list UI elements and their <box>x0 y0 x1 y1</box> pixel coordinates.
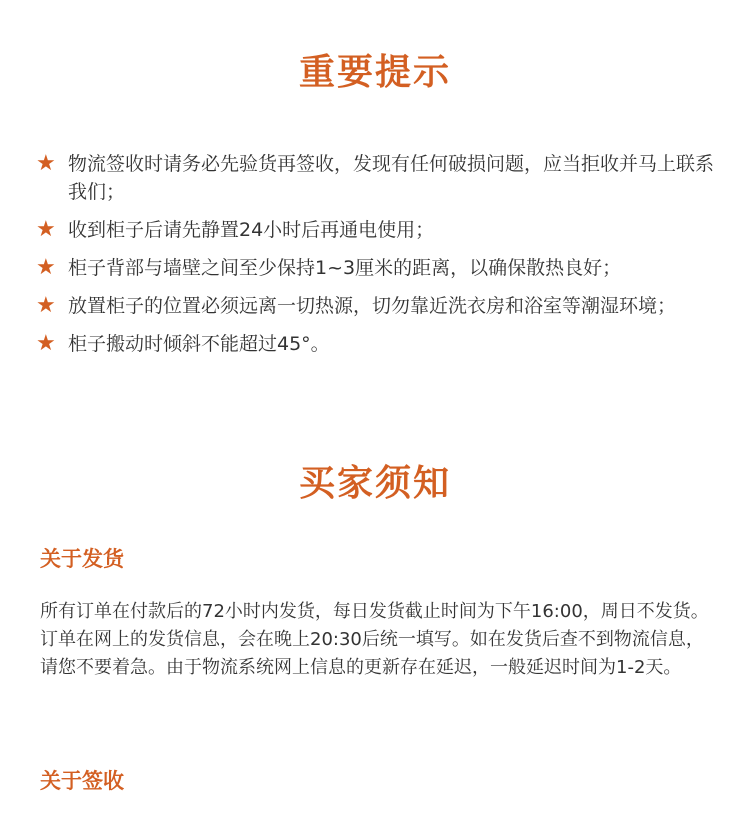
tip-text: 柜子搬动时倾斜不能超过45°。 <box>68 333 330 355</box>
shipping-heading: 关于发货 <box>40 547 124 571</box>
tip-text: 物流签收时请务必先验货再签收，发现有任何破损问题，应当拒收并马上联系我们； <box>68 153 715 203</box>
tip-text: 柜子背部与墙壁之间至少保持1~3厘米的距离，以确保散热良好； <box>68 257 622 279</box>
list-item <box>36 254 726 282</box>
list-item <box>36 150 726 206</box>
list-item <box>36 216 726 244</box>
list-item <box>36 292 726 320</box>
section-title-important: 重要提示 <box>298 52 451 93</box>
list-item <box>36 330 726 358</box>
tip-text: 收到柜子后请先静置24小时后再通电使用； <box>68 219 435 241</box>
star-icon: ★ <box>36 293 56 318</box>
receipt-heading: 关于签收 <box>40 769 124 793</box>
important-tips-list <box>36 150 726 368</box>
star-icon: ★ <box>36 255 56 280</box>
section-title-buyer-notice: 买家须知 <box>298 463 451 504</box>
tip-text: 放置柜子的位置必须远离一切热源，切勿靠近洗衣房和浴室等潮湿环境； <box>68 295 677 317</box>
shipping-paragraph: 所有订单在付款后的72小时内发货，每日发货截止时间为下午16:00，周日不发货。订单在网上的发货信息，会在晚上20:30后统一填写。如在发货后查不到物流信息，请您不要着急。由于物流系统网上信息的更新存在延迟，一般延迟时间为1-2天。 <box>40 601 709 678</box>
star-icon: ★ <box>36 331 56 356</box>
star-icon: ★ <box>36 217 56 242</box>
star-icon: ★ <box>36 151 56 176</box>
